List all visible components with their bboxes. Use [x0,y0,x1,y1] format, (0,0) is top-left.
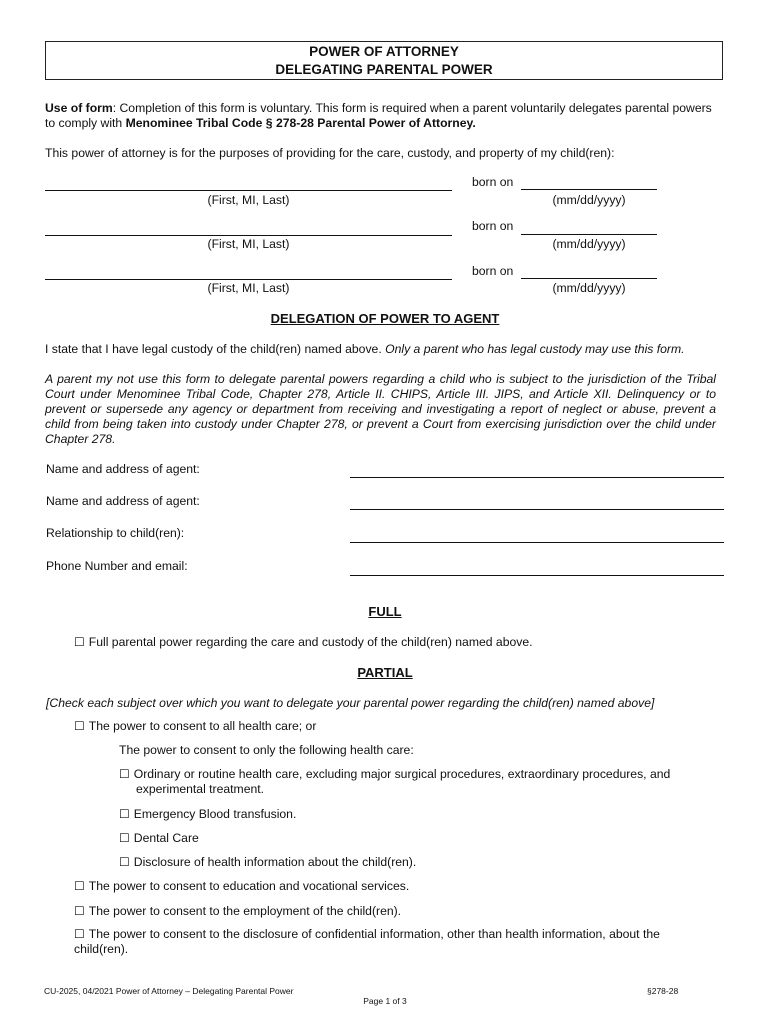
health-routine-label: Ordinary or routine health care, excluding major surgical procedures, extraordinary procedures, and experimental treatment. [133,767,671,796]
health-all-checkbox[interactable]: ☐ [74,719,85,733]
confidential-disclosure-checkbox[interactable]: ☐ [74,927,85,941]
child-dob-caption-3: (mm/dd/yyyy) [552,281,626,295]
tribal-code-reference: Menominee Tribal Code § 278-28 Parental Power of Attorney. [125,116,476,130]
child-dob-caption-2: (mm/dd/yyyy) [552,237,626,251]
child-name-line-1[interactable] [45,190,452,191]
footer-form-id: CU-2025, 04/2021 Power of Attorney – Delegating Parental Power [44,986,294,996]
delegation-heading: DELEGATION OF POWER TO AGENT [270,311,500,326]
education-option [74,879,714,894]
use-of-form-label: Use of form [45,101,113,115]
partial-instruction: [Check each subject over which you want to delegate your parental power regarding the child(ren) named above] [46,696,655,710]
full-power-label: Full parental power regarding the care and custody of the child(ren) named above. [88,635,533,649]
health-disclosure-option [119,855,699,870]
born-on-label-3: born on [472,264,514,278]
employment-option [74,904,714,919]
child-name-line-3[interactable] [45,279,452,280]
full-power-option [74,635,714,650]
phone-email-label: Phone Number and email: [46,559,188,573]
education-label: The power to consent to education and vocational services. [88,879,410,893]
form-title-line1: POWER OF ATTORNEY [309,44,459,59]
confidential-disclosure-label: The power to consent to the disclosure of confidential information, other than health information, about the child(ren). [74,927,660,956]
education-checkbox[interactable]: ☐ [74,879,85,893]
use-of-form-text: : Completion of this form is voluntary. This form is required when a parent voluntarily delegates parental powers to comply with [45,101,712,130]
partial-heading: PARTIAL [357,665,413,680]
born-on-label-2: born on [472,219,514,233]
child-dob-line-3[interactable] [521,278,657,279]
agent-name-address-label-1: Name and address of agent: [46,462,200,476]
relationship-label: Relationship to child(ren): [46,526,185,540]
footer-page-number: Page 1 of 3 [363,996,407,1006]
purpose-statement: This power of attorney is for the purposes of providing for the care, custody, and property of my child(ren): [45,146,615,160]
health-only-intro: The power to consent to only the following health care: [119,743,414,757]
custody-statement [45,342,735,357]
use-of-form-paragraph [45,101,725,131]
blood-transfusion-option [119,807,699,822]
form-title-line2: DELEGATING PARENTAL POWER [275,62,493,77]
employment-checkbox[interactable]: ☐ [74,904,85,918]
agent-name-address-label-2: Name and address of agent: [46,494,200,508]
health-disclosure-label: Disclosure of health information about the child(ren). [133,855,417,869]
child-dob-line-2[interactable] [521,234,657,235]
health-disclosure-checkbox[interactable]: ☐ [119,855,130,869]
child-name-caption-1: (First, MI, Last) [207,193,290,207]
health-all-option [74,719,714,734]
full-power-checkbox[interactable]: ☐ [74,635,85,649]
child-dob-line-1[interactable] [521,189,657,190]
child-name-caption-2: (First, MI, Last) [207,237,290,251]
child-name-caption-3: (First, MI, Last) [207,281,290,295]
born-on-label-1: born on [472,175,514,189]
custody-statement-text: I state that I have legal custody of the child(ren) named above. [45,342,386,356]
child-dob-caption-1: (mm/dd/yyyy) [552,193,626,207]
phone-email-line[interactable] [350,575,724,576]
employment-label: The power to consent to the employment of the child(ren). [88,904,402,918]
confidential-disclosure-option [74,927,688,957]
form-title-box [45,41,723,80]
blood-transfusion-label: Emergency Blood transfusion. [133,807,297,821]
child-name-line-2[interactable] [45,235,452,236]
health-routine-checkbox[interactable]: ☐ [119,767,130,781]
agent-name-address-line-1[interactable] [350,477,724,478]
dental-care-checkbox[interactable]: ☐ [119,831,130,845]
custody-statement-note: Only a parent who has legal custody may use this form. [385,342,685,356]
health-routine-option [119,767,716,797]
blood-transfusion-checkbox[interactable]: ☐ [119,807,130,821]
health-all-label: The power to consent to all health care; or [88,719,317,733]
agent-name-address-line-2[interactable] [350,509,724,510]
dental-care-label: Dental Care [133,831,199,845]
footer-section-ref: §278-28 [647,986,679,996]
dental-care-option [119,831,699,846]
jurisdiction-restriction: A parent my not use this form to delegate parental powers regarding a child who is subject to the jurisdiction of the Tribal Court under Menominee Tribal Code, Chapter 278, Article II. CHIPS, Article III. JIPS, and Article XII. Delinquency or to prevent or supersede any agency or department from receiving and investigating a report of neglect or abuse, prevent a child from being taken into custody under Chapter 278, or prevent a Court from exercising jurisdiction over the child under Chapter 278. [45,372,716,446]
full-heading: FULL [368,604,402,619]
relationship-line[interactable] [350,542,724,543]
